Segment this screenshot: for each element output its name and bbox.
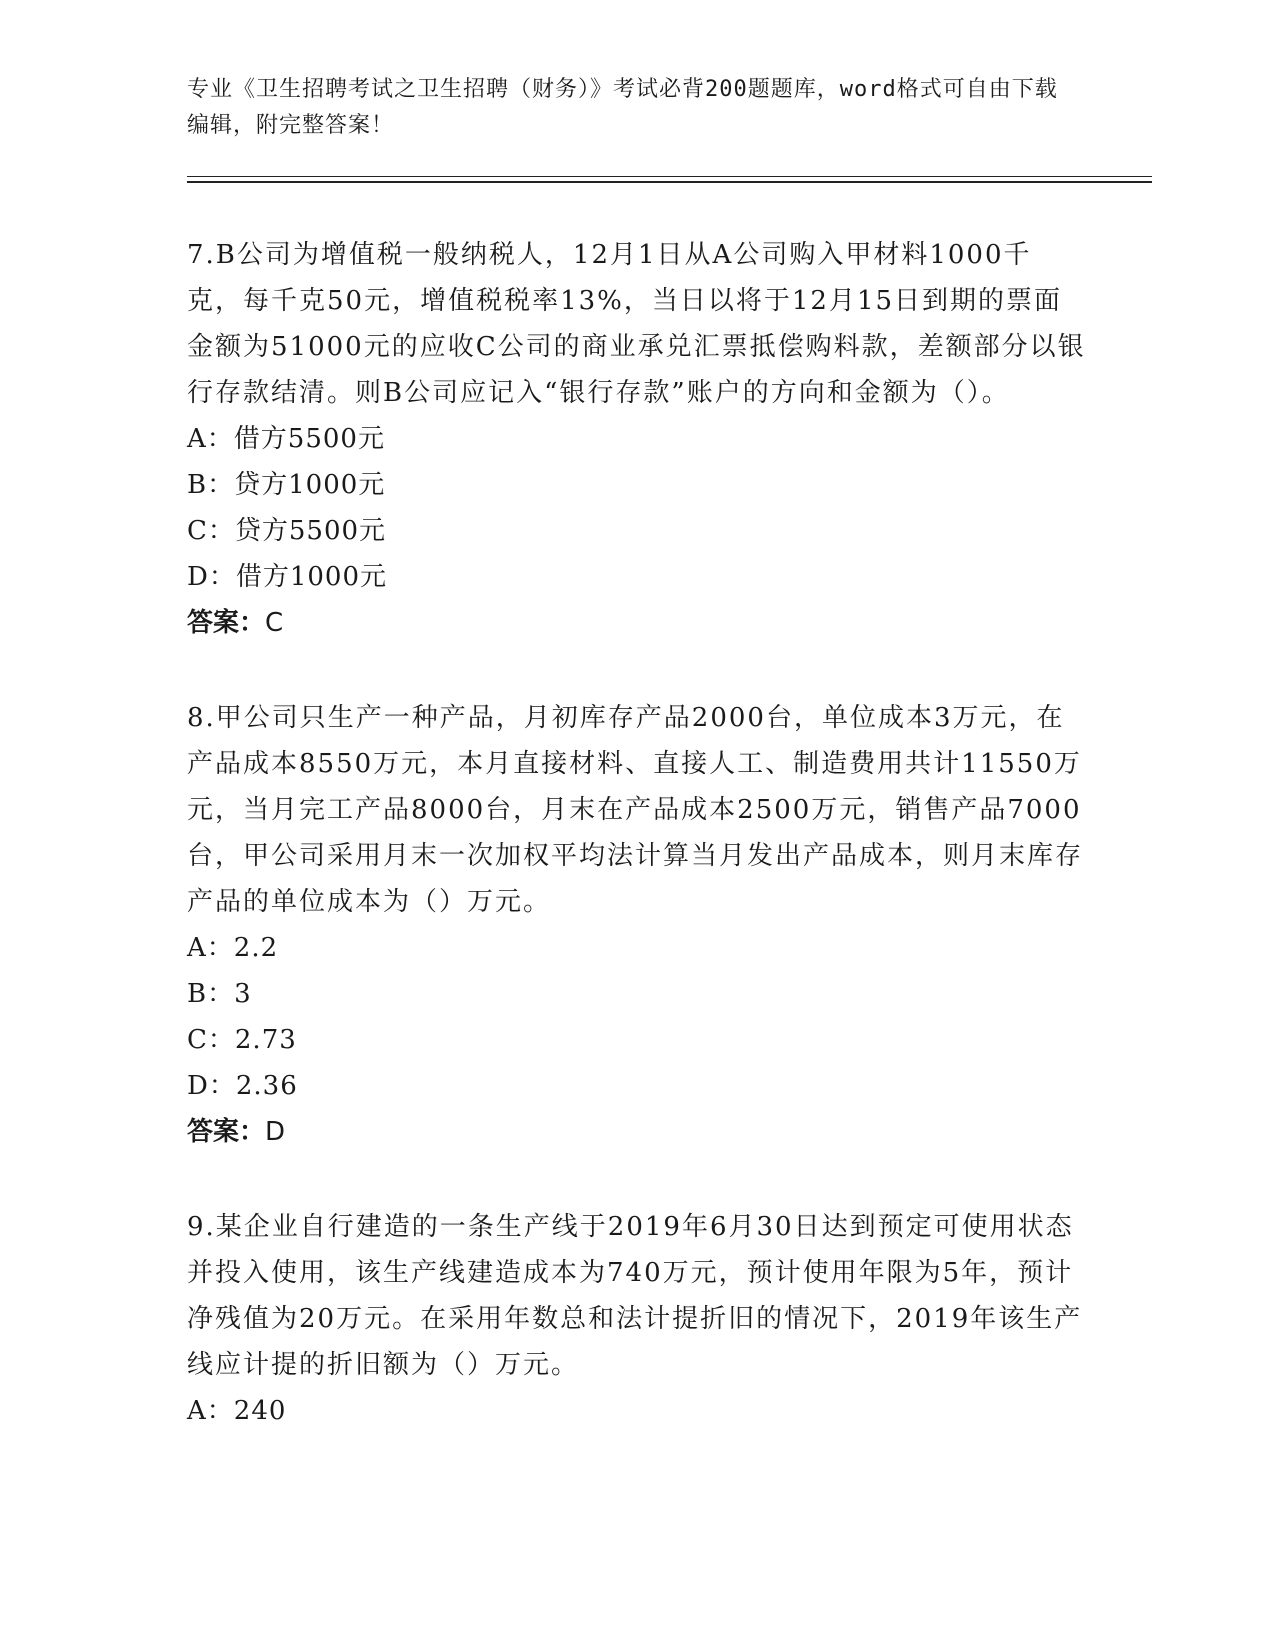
answer-line xyxy=(187,600,1087,646)
question-7 xyxy=(187,232,1087,646)
option-d: D：借方1000元 xyxy=(187,562,388,592)
question-stem: 8.甲公司只生产一种产品，月初库存产品2000台，单位成本3万元，在产品成本8550万元，本月直接材料、直接人工、制造费用共计11550万元，当月完工产品8000台，月末在产品成本2500万元，销售产品7000台，甲公司采用月末一次加权平均法计算当月发出产品成本，则月末库存产品的单位成本为（）万元。 xyxy=(187,703,1084,917)
question-8 xyxy=(187,695,1087,1155)
option-a: A：2.2 xyxy=(187,933,279,963)
header-divider-thin xyxy=(187,176,1152,177)
document-header: 专业《卫生招聘考试之卫生招聘（财务）》考试必背200题题库，word格式可自由下载编辑，附完整答案！ xyxy=(187,77,1058,138)
option-b: B：贷方1000元 xyxy=(187,470,386,500)
question-9 xyxy=(187,1204,1087,1434)
option-c: C：2.73 xyxy=(187,1025,297,1055)
answer-value: D xyxy=(265,1117,286,1147)
question-stem: 7.B公司为增值税一般纳税人，12月1日从A公司购入甲材料1000千克，每千克50元，增值税税率13%，当日以将于12月15日到期的票面金额为51000元的应收C公司的商业承兑汇票抵偿购料款，差额部分以银行存款结清。则B公司应记入“银行存款”账户的方向和金额为（）。 xyxy=(187,240,1086,408)
option-b: B：3 xyxy=(187,979,252,1009)
option-a: A：240 xyxy=(187,1396,287,1426)
answer-line xyxy=(187,1109,1087,1155)
option-a: A：借方5500元 xyxy=(187,424,385,454)
answer-label: 答案： xyxy=(187,608,266,638)
option-c: C：贷方5500元 xyxy=(187,516,387,546)
header-divider-thick xyxy=(187,181,1152,183)
answer-value: C xyxy=(265,608,284,638)
answer-label: 答案： xyxy=(187,1117,266,1147)
question-stem: 9.某企业自行建造的一条生产线于2019年6月30日达到预定可使用状态并投入使用，该生产线建造成本为740万元，预计使用年限为5年，预计净残值为20万元。在采用年数总和法计提折旧的情况下，2019年该生产线应计提的折旧额为（）万元。 xyxy=(187,1212,1083,1380)
option-d: D：2.36 xyxy=(187,1071,298,1101)
question-list xyxy=(187,232,1087,1483)
